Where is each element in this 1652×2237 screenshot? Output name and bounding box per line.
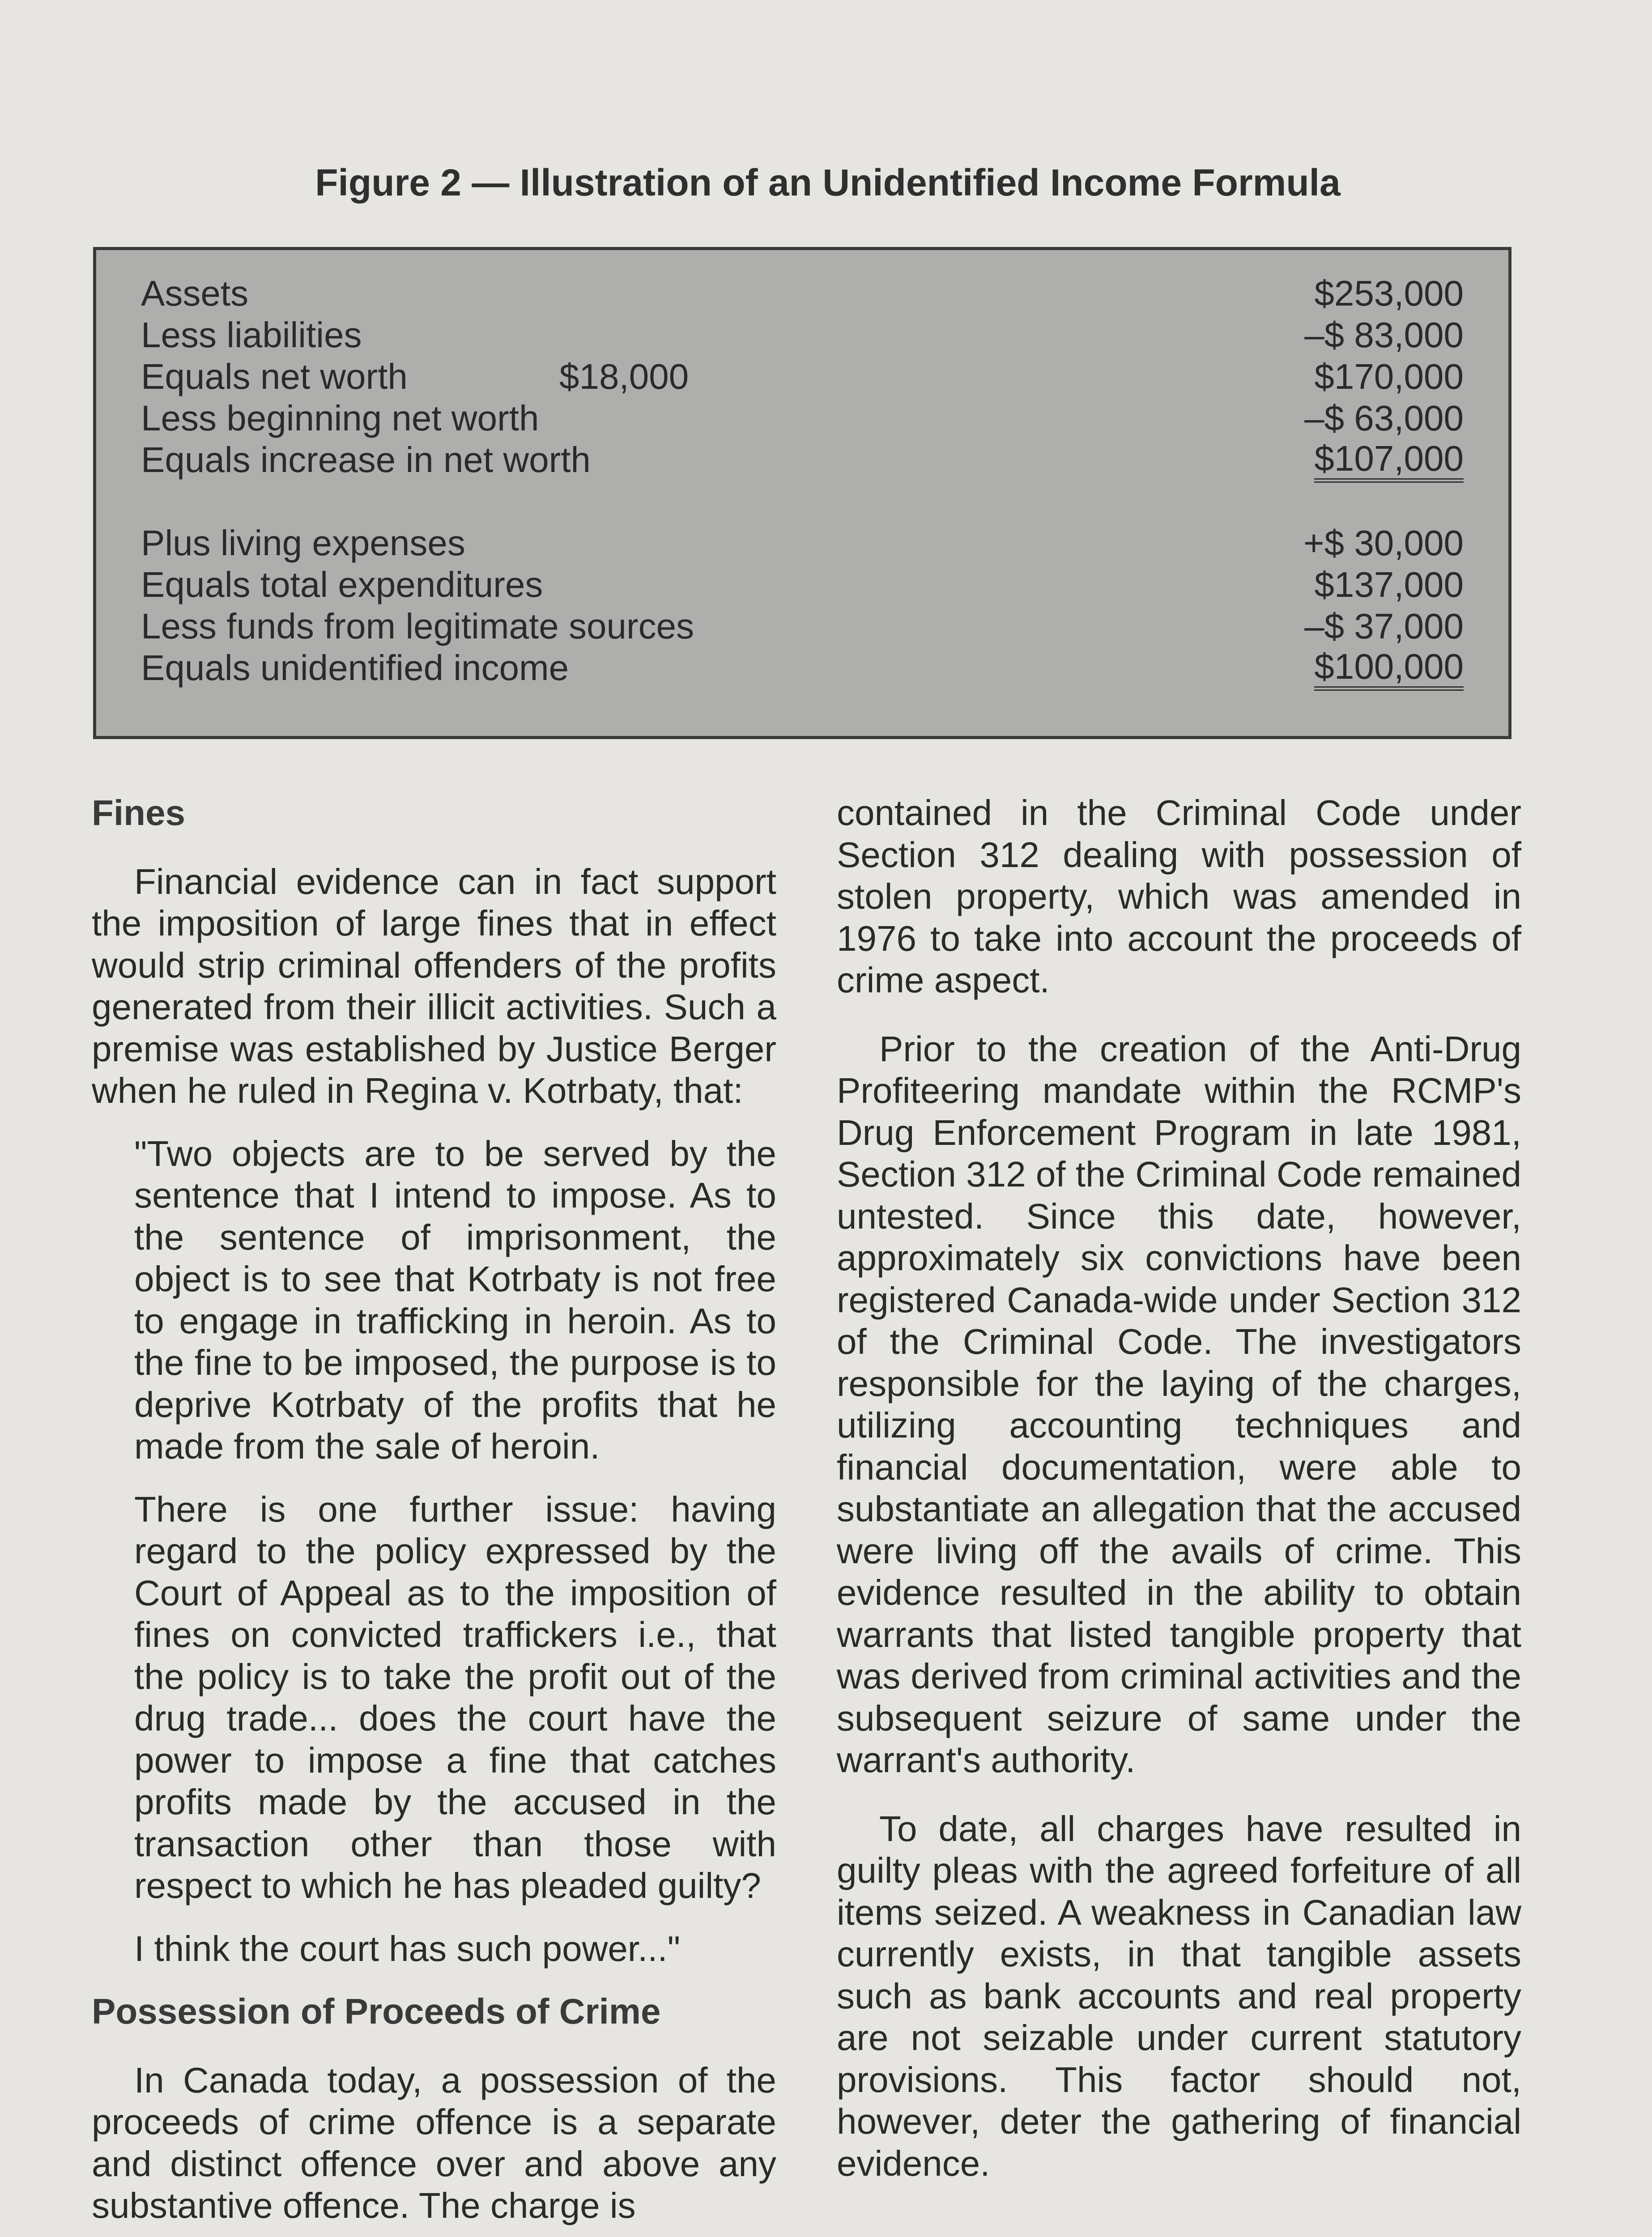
formula-row: [141, 439, 1464, 481]
formula-row: [141, 564, 1464, 605]
formula-row: [141, 356, 1464, 397]
body-paragraph: In Canada today, a possession of the proceeds of crime offence is a separate and distinct offence over and above any substantive offence. The charge is: [92, 2060, 776, 2225]
formula-label: Equals increase in net worth: [141, 440, 591, 480]
formula-value: $170,000: [1314, 357, 1464, 396]
formula-label: Less beginning net worth: [141, 398, 539, 438]
formula-mid-value: $18,000: [559, 357, 689, 396]
formula-value: –$ 37,000: [1304, 606, 1464, 646]
formula-row: [141, 272, 1464, 314]
formula-label: Equals net worth: [141, 357, 408, 396]
formula-label: Plus living expenses: [141, 523, 465, 563]
body-paragraph: contained in the Criminal Code under Section 312 dealing with possession of stolen property, which was amended in 1976 to take into account the proceeds of crime aspect.: [837, 793, 1521, 1000]
formula-label: Equals total expenditures: [141, 565, 543, 604]
formula-value: +$ 30,000: [1303, 523, 1464, 563]
body-paragraph: Financial evidence can in fact support the imposition of large fines that in effect would strip criminal offenders of the profits generated from their illicit activities. Such a premise was established by Justice Berger when he ruled in Regina v. Kotrbaty, that:: [92, 861, 776, 1110]
figure-title: Figure 2 — Illustration of an Unidentified Income Formula: [315, 162, 1341, 204]
left-column: [92, 792, 776, 2227]
quote-paragraph: "Two objects are to be served by the sentence that I intend to impose. As to the sentence of imprisonment, the object is to see that Kotrbaty is not free to engage in trafficking in heroin. As to the fine to be imposed, the purpose is to deprive Kotrbaty of the profits that he made from the sale of heroin.: [134, 1133, 776, 1466]
body-paragraph: Prior to the creation of the Anti-Drug Profiteering mandate within the RCMP's Drug Enforcement Program in late 1981, Section 312 of the Criminal Code remained untested. Since this date, however, approximately six convictions have been registered Canada-wide under Section 312 of the Criminal Code. The investigators responsible for the laying of the charges, utilizing accounting techniques and financial documentation, were able to substantiate an allegation that the accused were living off the avails of crime. This evidence resulted in the ability to obtain warrants that listed tangible property that was derived from criminal activities and the subsequent seizure of same under the warrant's authority.: [837, 1029, 1521, 1780]
right-column: [837, 792, 1521, 2184]
formula-value: –$ 63,000: [1304, 398, 1464, 438]
formula-value-double-underline: $100,000: [1314, 647, 1464, 691]
formula-row: [141, 314, 1464, 356]
formula-value: $253,000: [1314, 273, 1464, 313]
formula-label: Assets: [141, 273, 249, 313]
quote-paragraph: I think the court has such power...": [134, 1928, 681, 1969]
body-paragraph: To date, all charges have resulted in guilty pleas with the agreed forfeiture of all items seized. A weakness in Canadian law currently exists, in that tangible assets such as bank accounts and real property are not seizable under current statutory provisions. This factor should not, however, deter the gathering of financial evidence.: [837, 1808, 1521, 2183]
formula-label: Less funds from legitimate sources: [141, 606, 694, 646]
formula-row: [141, 605, 1464, 647]
formula-label: Less liabilities: [141, 315, 362, 355]
formula-row: [141, 522, 1464, 564]
formula-row: [141, 397, 1464, 439]
formula-value: $137,000: [1314, 565, 1464, 604]
income-formula-table: [93, 247, 1511, 739]
formula-row: [141, 647, 1464, 689]
formula-value: –$ 83,000: [1304, 315, 1464, 355]
formula-label: Equals unidentified income: [141, 648, 569, 688]
section-heading-possession: Possession of Proceeds of Crime: [92, 1991, 661, 2031]
section-heading-fines: Fines: [92, 793, 185, 833]
quote-paragraph: There is one further issue: having regard to the policy expressed by the Court of Appeal as to the imposition of fines on convicted traffickers i.e., that the policy is to take the profit out of the drug trade... does the court have the power to impose a fine that catches profits made by the accused in the transaction other than those with respect to which he has pleaded guilty?: [134, 1489, 776, 1905]
formula-value-double-underline: $107,000: [1314, 439, 1464, 483]
